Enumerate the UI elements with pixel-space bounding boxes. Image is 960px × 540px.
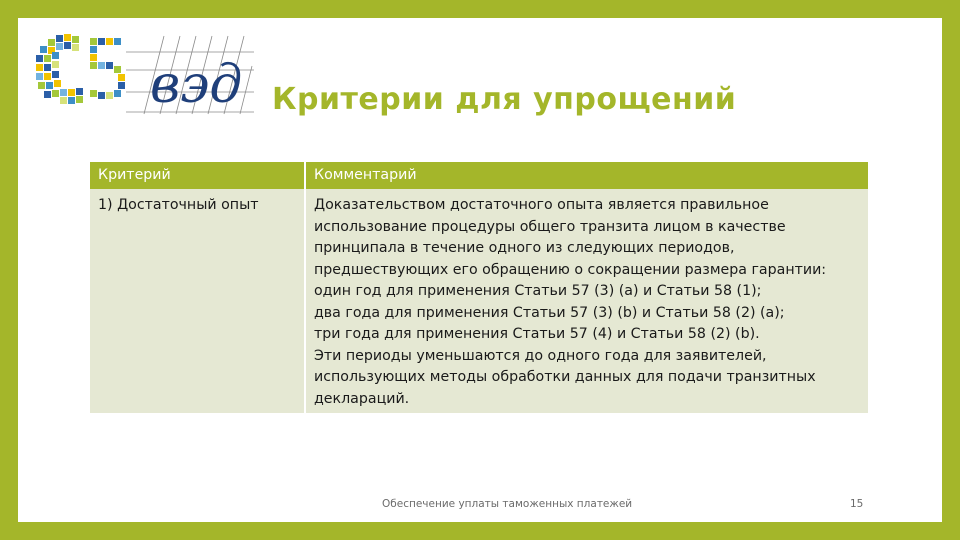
page-title: Критерии для упрощений bbox=[272, 82, 737, 117]
comment-cell bbox=[306, 189, 868, 413]
comment-line: Доказательством достаточного опыта является правильное bbox=[314, 197, 769, 213]
mosaic-s-shape bbox=[90, 38, 125, 99]
comment-line: Эти периоды уменьшаются до одного года для заявителей, bbox=[314, 347, 767, 364]
mosaic-c-shape bbox=[36, 34, 83, 104]
header-criterion: Критерий bbox=[90, 162, 304, 189]
comment-line: принципала в течение одного из следующих периодов, bbox=[314, 240, 735, 256]
logo-text: вэд bbox=[150, 55, 243, 115]
comment-line: деклараций. bbox=[314, 390, 410, 407]
comment-line: три года для применения Статьи 57 (4) и Статьи 58 (2) (b). bbox=[314, 326, 760, 342]
comment-line: использование процедуры общего транзита лицом в качестве bbox=[314, 218, 786, 235]
page-number: 15 bbox=[850, 498, 864, 510]
comment-line: один год для применения Статьи 57 (3) (a) и Статьи 58 (1); bbox=[314, 283, 762, 299]
comment-line: два года для применения Статьи 57 (3) (b) и Статьи 58 (2) (a); bbox=[314, 304, 785, 321]
slide-footer: Обеспечение уплаты таможенных платежей bbox=[382, 498, 633, 510]
criterion-cell: 1) Достаточный опыт bbox=[90, 189, 304, 413]
header-comment: Комментарий bbox=[306, 162, 868, 189]
comment-line: использующих методы обработки данных для подачи транзитных bbox=[314, 369, 816, 385]
table-header-row bbox=[90, 162, 868, 189]
ces-mosaic-logo-icon bbox=[26, 22, 256, 130]
comment-line: предшествующих его обращению о сокращении размера гарантии: bbox=[314, 261, 827, 278]
slide bbox=[18, 18, 942, 522]
criteria-table bbox=[90, 162, 868, 413]
table-row bbox=[90, 189, 868, 413]
